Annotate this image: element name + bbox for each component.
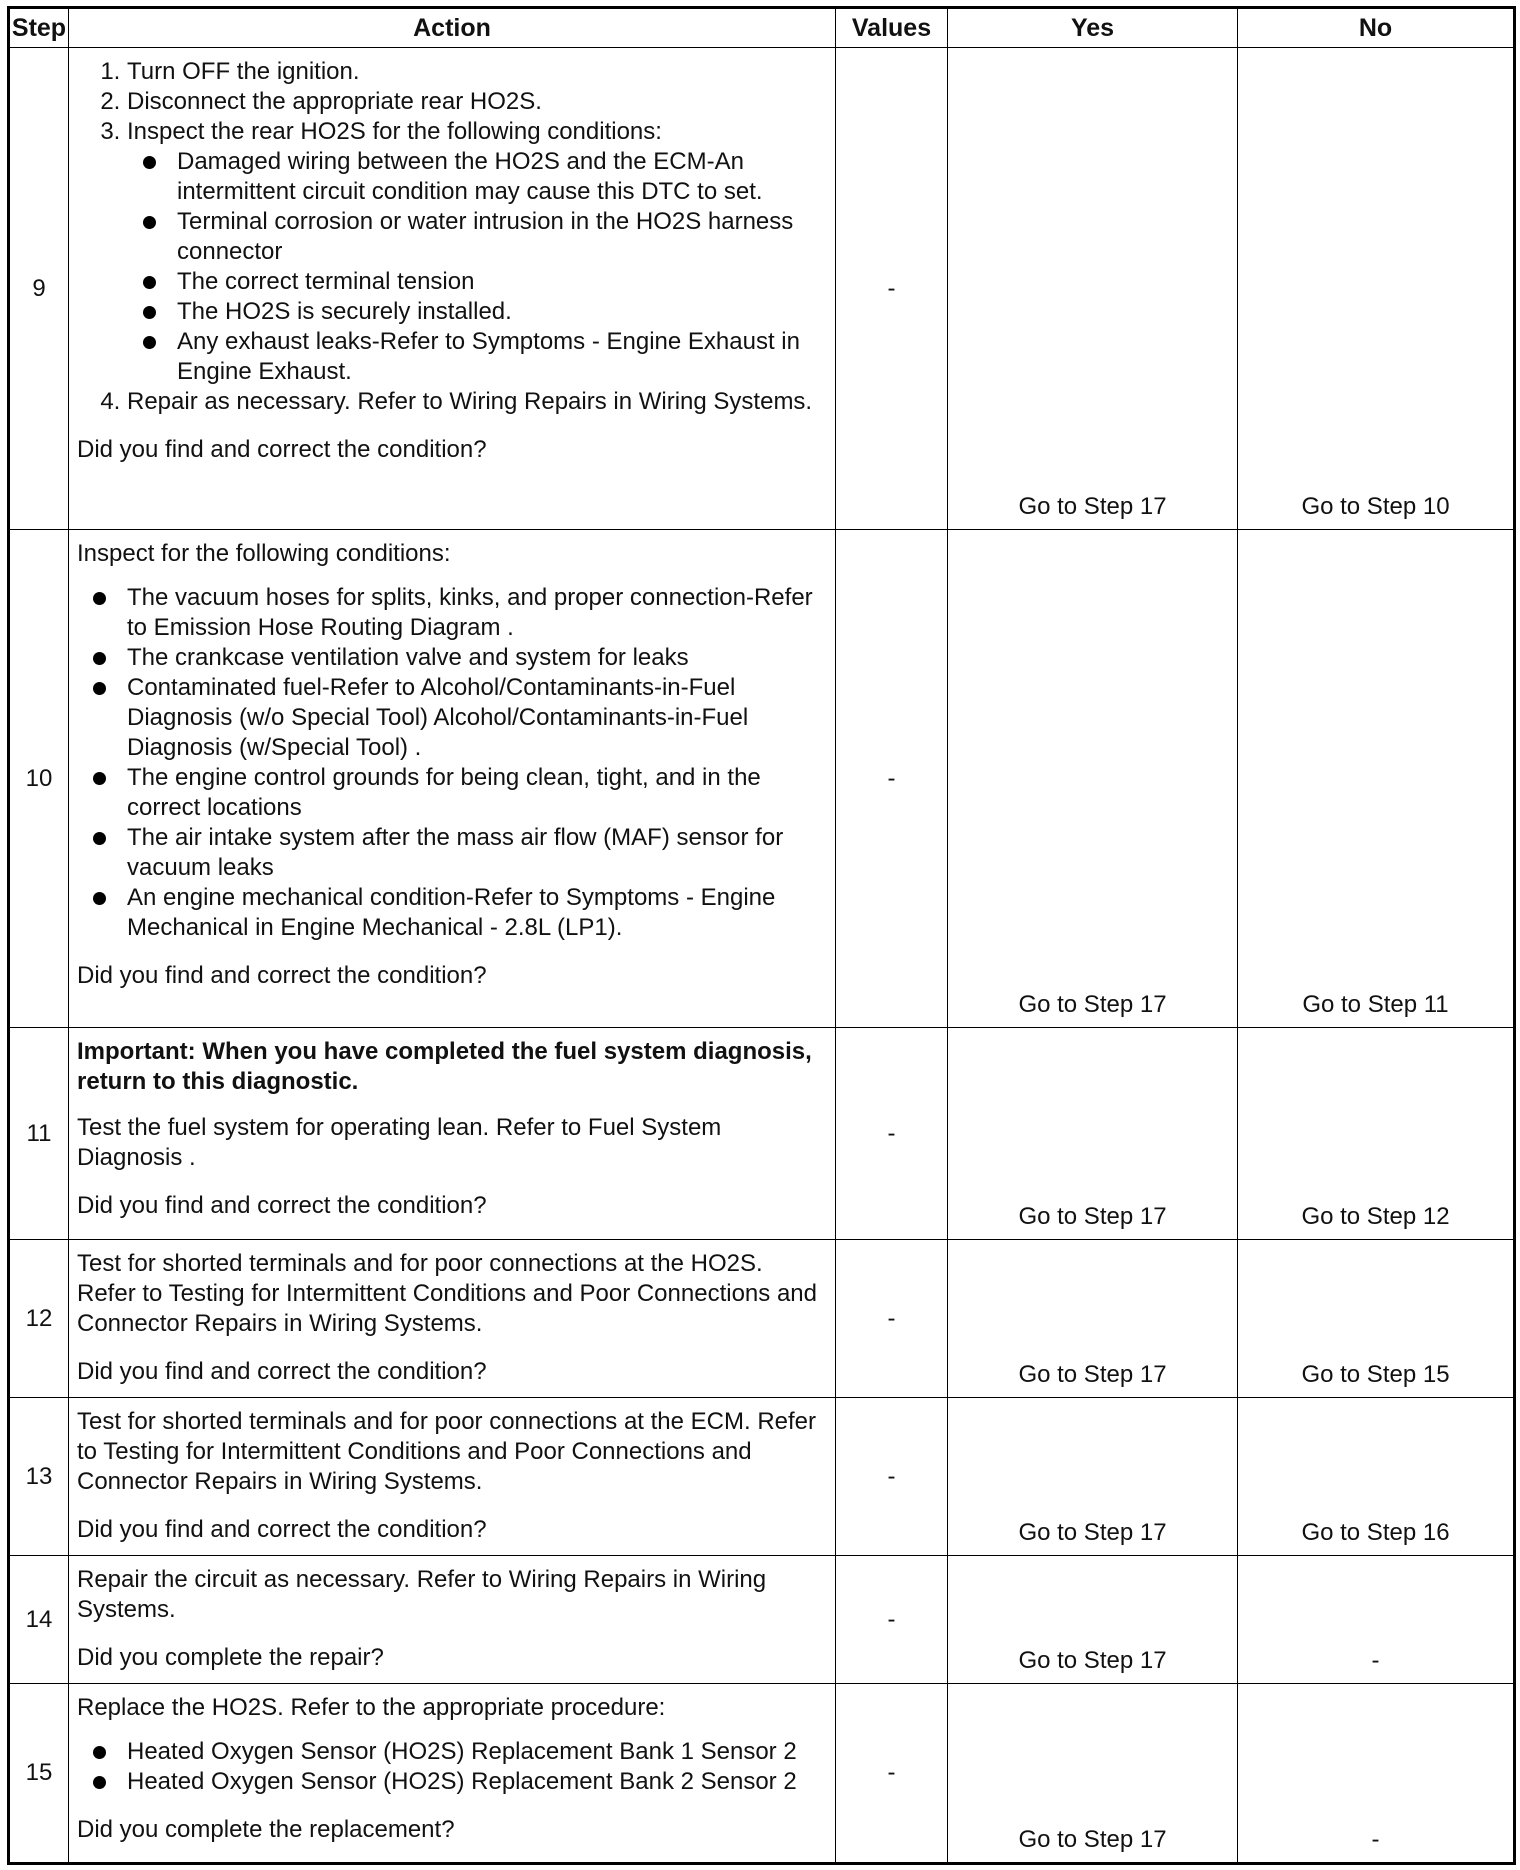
action-cell	[69, 1028, 836, 1240]
no-cell: -	[1238, 1556, 1515, 1684]
bullet-item: Any exhaust leaks-Refer to Symptoms - Engine Exhaust in Engine Exhaust.	[127, 327, 827, 387]
values-cell: -	[836, 1240, 948, 1398]
list-item	[127, 117, 827, 387]
yes-cell: Go to Step 17	[948, 48, 1238, 530]
bullet-list	[77, 583, 827, 943]
diagnostic-table	[7, 6, 1516, 1865]
action-text: Repair the circuit as necessary. Refer to Wiring Repairs in Wiring Systems.	[77, 1566, 767, 1623]
bullet-item: Terminal corrosion or water intrusion in the HO2S harness connector	[127, 207, 827, 267]
question-text: Did you find and correct the condition?	[77, 962, 487, 989]
bullet-item: An engine mechanical condition-Refer to Symptoms - Engine Mechanical in Engine Mechanical - 2.8L (LP1).	[77, 883, 827, 943]
important-text: When you have completed the fuel system diagnosis, return to this diagnostic.	[77, 1038, 812, 1095]
step-number: 9	[9, 48, 69, 530]
no-cell: Go to Step 12	[1238, 1028, 1515, 1240]
bullet-list	[127, 147, 827, 387]
yes-cell: Go to Step 17	[948, 1684, 1238, 1864]
action-text: Test the fuel system for operating lean. Refer to Fuel System Diagnosis .	[77, 1114, 722, 1171]
table-row-step-10	[9, 530, 1515, 1028]
values-cell: -	[836, 1556, 948, 1684]
header-no: No	[1238, 8, 1515, 48]
yes-cell: Go to Step 17	[948, 530, 1238, 1028]
table-row-step-12	[9, 1240, 1515, 1398]
intro-text: Replace the HO2S. Refer to the appropriate procedure:	[77, 1694, 666, 1721]
list-item: 1. Turn OFF the ignition.	[127, 57, 827, 87]
values-cell: -	[836, 1684, 948, 1864]
no-cell: Go to Step 15	[1238, 1240, 1515, 1398]
no-cell: Go to Step 16	[1238, 1398, 1515, 1556]
list-item-text: Inspect the rear HO2S for the following conditions:	[127, 118, 662, 145]
bullet-item: Damaged wiring between the HO2S and the ECM-An intermittent circuit condition may cause this DTC to set.	[127, 147, 827, 207]
action-cell	[69, 530, 836, 1028]
yes-cell: Go to Step 17	[948, 1028, 1238, 1240]
question-text: Did you find and correct the condition?	[77, 436, 487, 463]
table-row-step-9	[9, 48, 1515, 530]
yes-cell: Go to Step 17	[948, 1556, 1238, 1684]
important-note	[77, 1037, 827, 1097]
table-row-step-15	[9, 1684, 1515, 1864]
bullet-item: The HO2S is securely installed.	[127, 297, 827, 327]
bullet-item: Heated Oxygen Sensor (HO2S) Replacement Bank 1 Sensor 2	[77, 1737, 827, 1767]
bullet-item: The air intake system after the mass air flow (MAF) sensor for vacuum leaks	[77, 823, 827, 883]
table-row-step-14	[9, 1556, 1515, 1684]
no-cell: Go to Step 10	[1238, 48, 1515, 530]
question-text: Did you complete the replacement?	[77, 1816, 455, 1843]
values-cell: -	[836, 530, 948, 1028]
yes-cell: Go to Step 17	[948, 1398, 1238, 1556]
list-item: 4. Repair as necessary. Refer to Wiring Repairs in Wiring Systems.	[127, 387, 827, 417]
header-yes: Yes	[948, 8, 1238, 48]
list-item: 2. Disconnect the appropriate rear HO2S.	[127, 87, 827, 117]
values-cell: -	[836, 1028, 948, 1240]
question-text: Did you find and correct the condition?	[77, 1192, 487, 1219]
values-cell: -	[836, 1398, 948, 1556]
no-cell: -	[1238, 1684, 1515, 1864]
header-values: Values	[836, 8, 948, 48]
header-row	[9, 8, 1515, 48]
step-number: 11	[9, 1028, 69, 1240]
action-text: Test for shorted terminals and for poor connections at the ECM. Refer to Testing for Intermittent Conditions and Poor Connections and Connector Repairs in Wiring Systems.	[77, 1408, 817, 1495]
step-number: 15	[9, 1684, 69, 1864]
action-cell	[69, 1240, 836, 1398]
table-row-step-13	[9, 1398, 1515, 1556]
bullet-item: The correct terminal tension	[127, 267, 827, 297]
bullet-item: The engine control grounds for being clean, tight, and in the correct locations	[77, 763, 827, 823]
values-cell: -	[836, 48, 948, 530]
important-label: Important:	[77, 1038, 196, 1065]
header-step: Step	[9, 8, 69, 48]
question-text: Did you find and correct the condition?	[77, 1358, 487, 1385]
table-row-step-11	[9, 1028, 1515, 1240]
action-cell	[69, 1684, 836, 1864]
bullet-item: Heated Oxygen Sensor (HO2S) Replacement Bank 2 Sensor 2	[77, 1767, 827, 1797]
no-cell: Go to Step 11	[1238, 530, 1515, 1028]
numbered-list	[77, 57, 827, 417]
yes-cell: Go to Step 17	[948, 1240, 1238, 1398]
bullet-list	[77, 1737, 827, 1797]
question-text: Did you complete the repair?	[77, 1644, 384, 1671]
action-cell	[69, 1556, 836, 1684]
action-text: Test for shorted terminals and for poor connections at the HO2S. Refer to Testing for Intermittent Conditions and Poor Connections and Connector Repairs in Wiring Systems.	[77, 1250, 817, 1337]
action-cell	[69, 1398, 836, 1556]
header-action: Action	[69, 8, 836, 48]
step-number: 14	[9, 1556, 69, 1684]
action-cell	[69, 48, 836, 530]
question-text: Did you find and correct the condition?	[77, 1516, 487, 1543]
step-number: 13	[9, 1398, 69, 1556]
bullet-item: The crankcase ventilation valve and system for leaks	[77, 643, 827, 673]
step-number: 12	[9, 1240, 69, 1398]
step-number: 10	[9, 530, 69, 1028]
bullet-item: The vacuum hoses for splits, kinks, and proper connection-Refer to Emission Hose Routing Diagram .	[77, 583, 827, 643]
intro-text: Inspect for the following conditions:	[77, 540, 451, 567]
bullet-item: Contaminated fuel-Refer to Alcohol/Contaminants-in-Fuel Diagnosis (w/o Special Tool) Alcohol/Contaminants-in-Fuel Diagnosis (w/Special Tool) .	[77, 673, 827, 763]
